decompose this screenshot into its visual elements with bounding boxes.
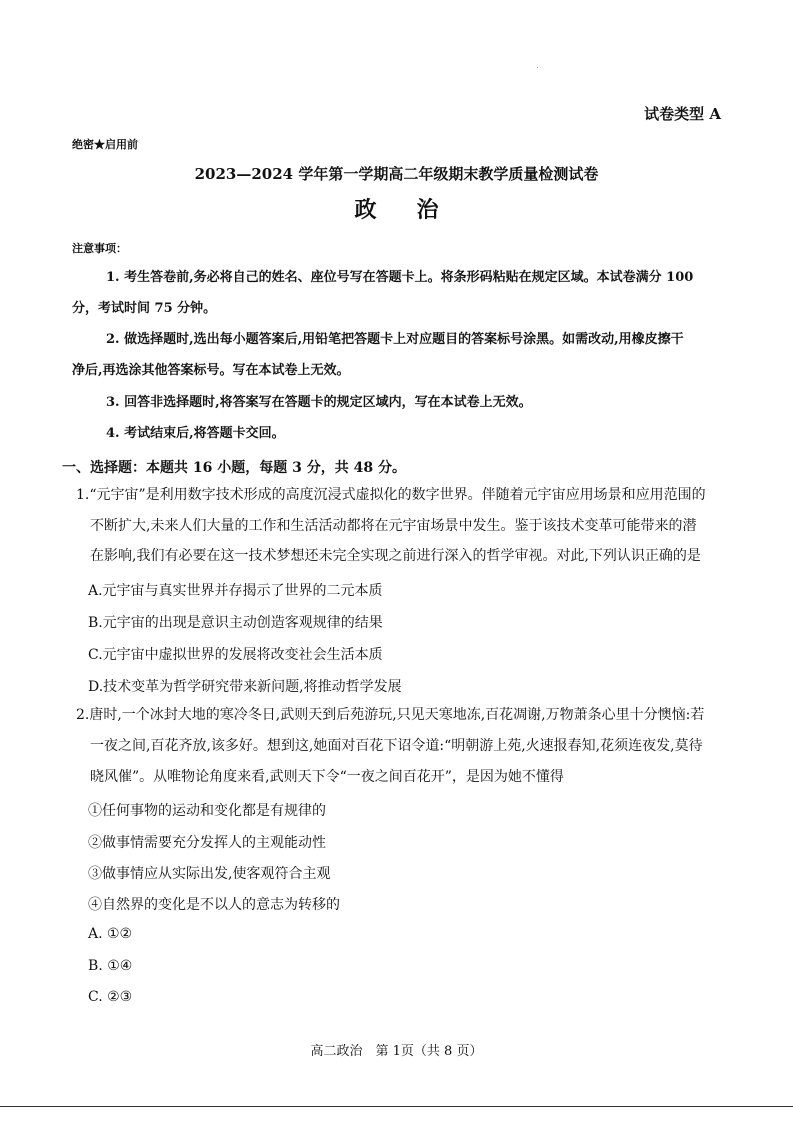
q2-option-c: C. ②③ (88, 989, 133, 1005)
section-heading: 一、选择题：本题共 16 小题，每题 3 分，共 48 分。 (62, 460, 406, 476)
q2-option-b: B. ①④ (88, 958, 133, 974)
q2-stem-line-3: 晓风催”。从唯物论角度来看,武则天下令“一夜之间百花开”，是因为她不懂得 (90, 769, 564, 785)
q1-option-d: D.技术变革为哲学研究带来新问题,将推动哲学发展 (88, 679, 402, 695)
q2-stem-line-2: 一夜之间,百花齐放,该多好。想到这,她面对百花下诏令道:“明朝游上苑,火速报春知,花须连夜发,莫待 (90, 738, 703, 754)
secret-mark: 绝密★启用前 (72, 138, 138, 151)
q2-statement-3: ③做事情应从实际出发,使客观符合主观 (88, 866, 331, 882)
q2-statement-4: ④自然界的变化是不以人的意志为转移的 (88, 897, 340, 913)
note-2-line-2: 净后,再选涂其他答案标号。写在本试卷上无效。 (72, 363, 350, 378)
subject-title: 政治 (354, 197, 479, 223)
note-1-line-1: 1. 考生答卷前,务必将自己的姓名、座位号写在答题卡上。将条形码粘贴在规定区域。本试卷满分 100 (106, 270, 694, 285)
q2-stem-line-1: 2.唐时,一个冰封大地的寒冷冬日,武则天到后苑游玩,只见天寒地冻,百花凋谢,万物萧条心里十分懊恼:若 (76, 707, 705, 723)
q1-stem-line-3: 在影响,我们有必要在这一技术梦想还未完全实现之前进行深入的哲学审视。对此,下列认识正确的是 (90, 548, 701, 564)
note-3: 3. 回答非选择题时,将答案写在答题卡的规定区域内，写在本试卷上无效。 (106, 395, 532, 410)
q1-option-c: C.元宇宙中虚拟世界的发展将改变社会生活本质 (88, 647, 383, 663)
q2-statement-2: ②做事情需要充分发挥人的主观能动性 (88, 835, 326, 851)
q1-option-a: A.元宇宙与真实世界并存揭示了世界的二元本质 (88, 583, 383, 599)
note-4: 4. 考试结束后,将答题卡交回。 (106, 426, 285, 441)
q1-stem-line-1: 1.“元宇宙”是利用数字技术形成的高度沉浸式虚拟化的数字世界。伴随着元宇宙应用场景和应用范围的 (76, 487, 706, 503)
note-1-line-2: 分，考试时间 75 分钟。 (72, 301, 217, 316)
scan-speck (537, 67, 538, 68)
exam-title: 2023—2024 学年第一学期高二年级期末教学质量检测试卷 (194, 165, 599, 183)
bottom-rule (0, 1106, 793, 1107)
paper-type-label: 试卷类型 A (644, 105, 721, 123)
notes-title: 注意事项： (72, 242, 127, 255)
q2-option-a: A. ①② (88, 926, 133, 942)
page-footer: 高二政治 第 1页（共 8 页） (310, 1044, 483, 1059)
q1-option-b: B.元宇宙的出现是意识主动创造客观规律的结果 (88, 615, 383, 631)
note-2-line-1: 2. 做选择题时,选出每小题答案后,用铅笔把答题卡上对应题目的答案标号涂黑。如需改动,用橡皮擦干 (106, 332, 684, 347)
q1-stem-line-2: 不断扩大,未来人们大量的工作和生活活动都将在元宇宙场景中发生。鉴于该技术变革可能带来的潜 (90, 518, 697, 534)
q2-statement-1: ①任何事物的运动和变化都是有规律的 (88, 803, 326, 819)
